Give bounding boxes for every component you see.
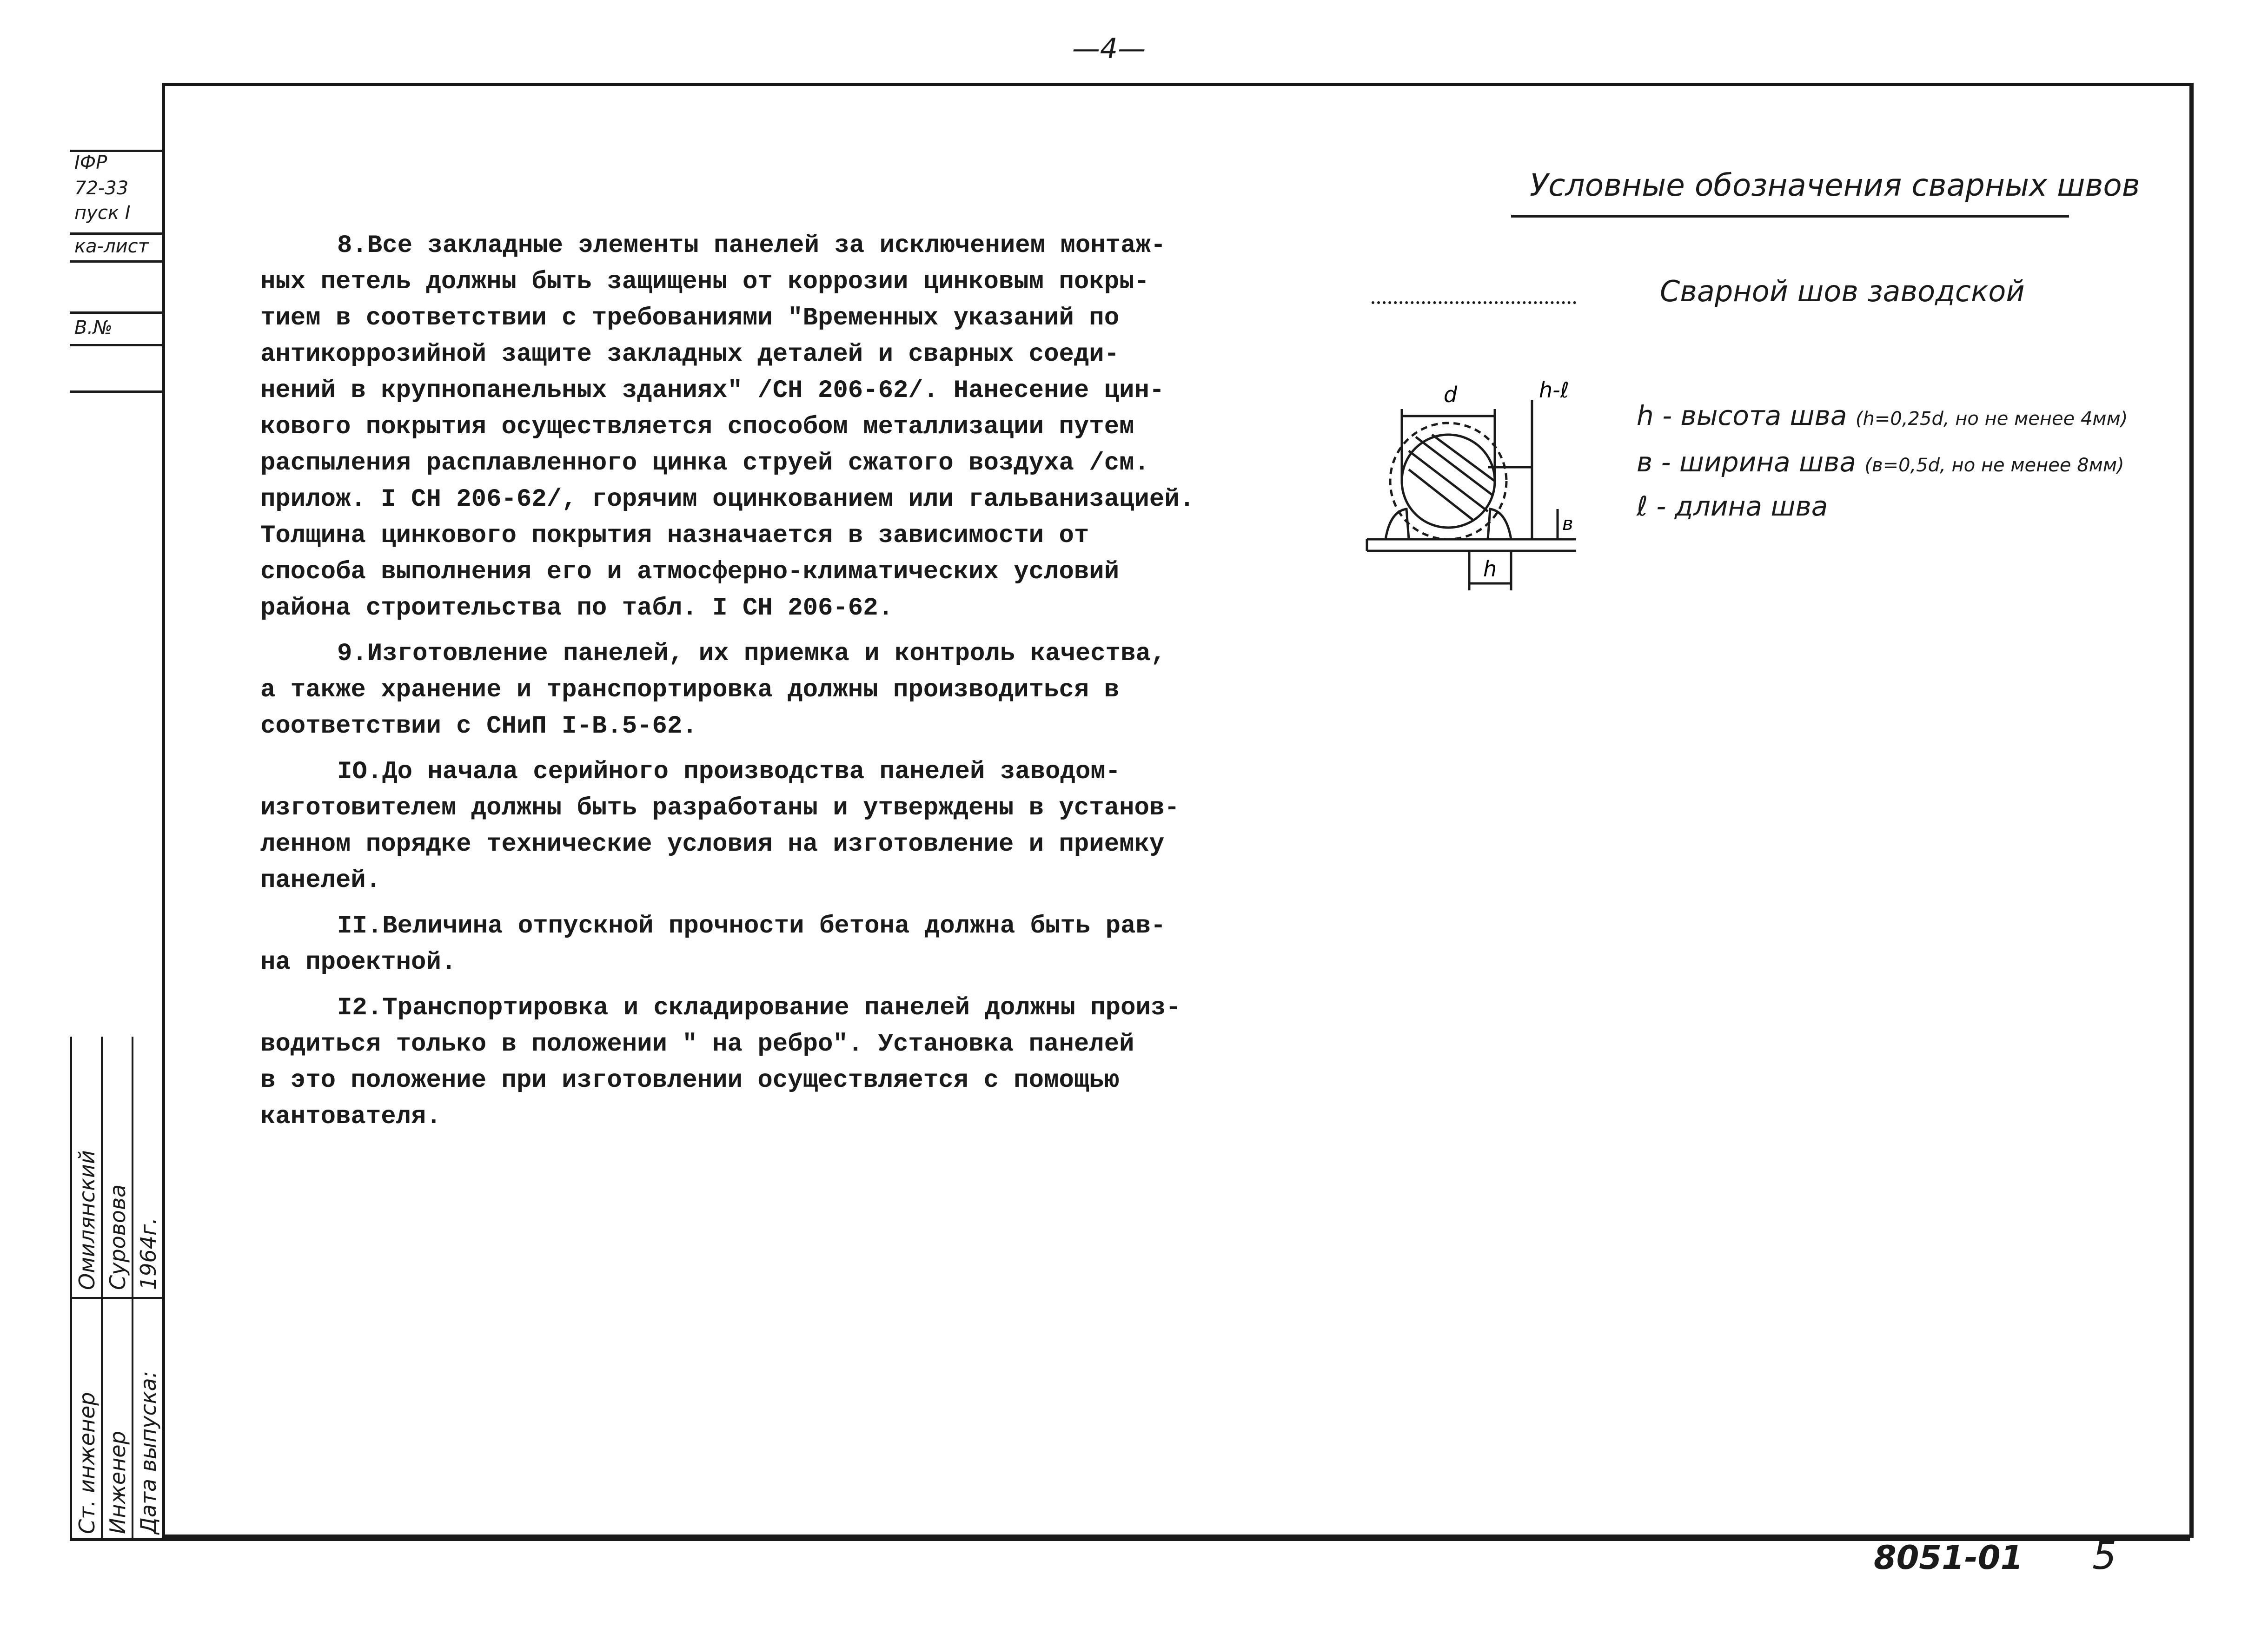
definition-length [1637, 490, 1828, 522]
text-line: изготовителем должны быть разработаны и утверждены в установ- [260, 794, 1180, 822]
text-line: кантователя. [260, 1103, 441, 1131]
release-date-value: 1964г. [136, 1217, 161, 1290]
text-line: способа выполнения его и атмосферно-климатических условий [260, 558, 1120, 586]
signature-role: Ст. инженер [74, 1392, 99, 1534]
text-line: ных петель должны быть защищены от коррозии цинковым покры- [260, 268, 1149, 296]
text-line: на проектной. [260, 948, 457, 977]
text-line: тием в соответствии с требованиями "Временных указаний по [260, 304, 1120, 332]
signature-block [70, 1037, 162, 1538]
legend-title: Условные обозначения сварных швов [1530, 167, 2140, 203]
weld-bead-left [1386, 509, 1409, 539]
margin-stamp-cell: 72-33 [74, 178, 129, 199]
signature-divider [72, 1297, 164, 1299]
definition-main: h - высота шва [1637, 400, 1847, 431]
signature-name: Суровова [105, 1184, 130, 1290]
specification-text [260, 228, 1195, 1144]
label-h: h [1483, 556, 1497, 582]
text-line: ленном порядке технические условия на изготовление и приемку [260, 830, 1165, 859]
text-line: Толщина цинкового покрытия назначается в зависимости от [260, 522, 1089, 550]
page-number: 5 [2092, 1534, 2117, 1578]
text-line: панелей. [260, 866, 381, 895]
label-d: d [1444, 382, 1458, 407]
definition-note: (h=0,25d, но не менее 4мм) [1855, 408, 2128, 430]
weld-bead-right [1488, 509, 1511, 539]
factory-weld-symbol [1372, 301, 1576, 304]
definition-main: в - ширина шва [1637, 446, 1856, 478]
label-b: в [1562, 513, 1573, 535]
text-line: распыления расплавленного цинка струей сжатого воздуха /см. [260, 449, 1149, 477]
label-h-l: h-ℓ [1539, 377, 1569, 403]
paragraph-10 [260, 754, 1190, 899]
page-top-mark: —4— [1072, 33, 1146, 65]
definition-note: (в=0,5d, но не менее 8мм) [1864, 455, 2124, 476]
text-line: II.Величина отпускной прочности бетона должна быть рав- [337, 912, 1166, 940]
paragraph-12 [260, 990, 1190, 1135]
text-line: прилож. I СН 206-62/, горячим оцинкованием или гальванизацией. [260, 485, 1195, 514]
text-line: кового покрытия осуществляется способом металлизации путем [260, 413, 1134, 441]
margin-stamp-line [70, 232, 162, 235]
definition-main: ℓ - длина шва [1637, 490, 1828, 522]
text-line: района строительства по табл. I СН 206-62. [260, 594, 894, 622]
release-date-label: Дата выпуска: [136, 1370, 161, 1534]
text-line: IO.До начала серийного производства панелей заводом- [337, 758, 1121, 786]
text-line: водиться только в положении " на ребро". Установка панелей [260, 1030, 1134, 1058]
factory-weld-caption: Сварной шов заводской [1660, 274, 2025, 308]
legend-title-underline [1511, 215, 2069, 218]
definition-width [1637, 446, 2124, 478]
text-line: 9.Изготовление панелей, их приемка и контроль качества, [337, 640, 1166, 668]
text-line: антикоррозийной защите закладных деталей и сварных соеди- [260, 340, 1120, 369]
text-line: нений в крупнопанельных зданиях" /СН 206-62/. Нанесение цин- [260, 377, 1165, 405]
signature-name: Омилянский [74, 1150, 99, 1290]
paragraph-8 [260, 228, 1195, 627]
margin-stamp-cell: пуск I [74, 202, 131, 224]
signature-role: Инженер [105, 1431, 130, 1534]
margin-stamp-line [70, 260, 162, 263]
margin-stamp-cell: ІФР [74, 152, 107, 173]
margin-stamp-cell: В.№ [74, 317, 113, 338]
margin-stamp-line [70, 311, 162, 314]
definition-height [1637, 400, 2128, 431]
margin-stamp-cell: ка-лист [74, 236, 149, 257]
paragraph-9 [260, 636, 1190, 745]
text-line: соответствии с СНиП I-В.5-62. [260, 712, 697, 741]
text-line: I2.Транспортировка и складирование панелей должны произ- [337, 994, 1181, 1022]
text-line: 8.Все закладные элементы панелей за исключением монтаж- [337, 232, 1166, 260]
text-line: а также хранение и транспортировка должны производиться в [260, 676, 1120, 704]
weld-section-diagram [1358, 372, 1599, 614]
document-number: 8051-01 [1874, 1539, 2023, 1577]
text-line: в это положение при изготовлении осуществляется с помощью [260, 1066, 1120, 1095]
margin-stamp-line [70, 344, 162, 346]
paragraph-11 [260, 908, 1190, 981]
margin-stamp-line [70, 390, 162, 393]
frame-bottom-extension [70, 1538, 2190, 1541]
